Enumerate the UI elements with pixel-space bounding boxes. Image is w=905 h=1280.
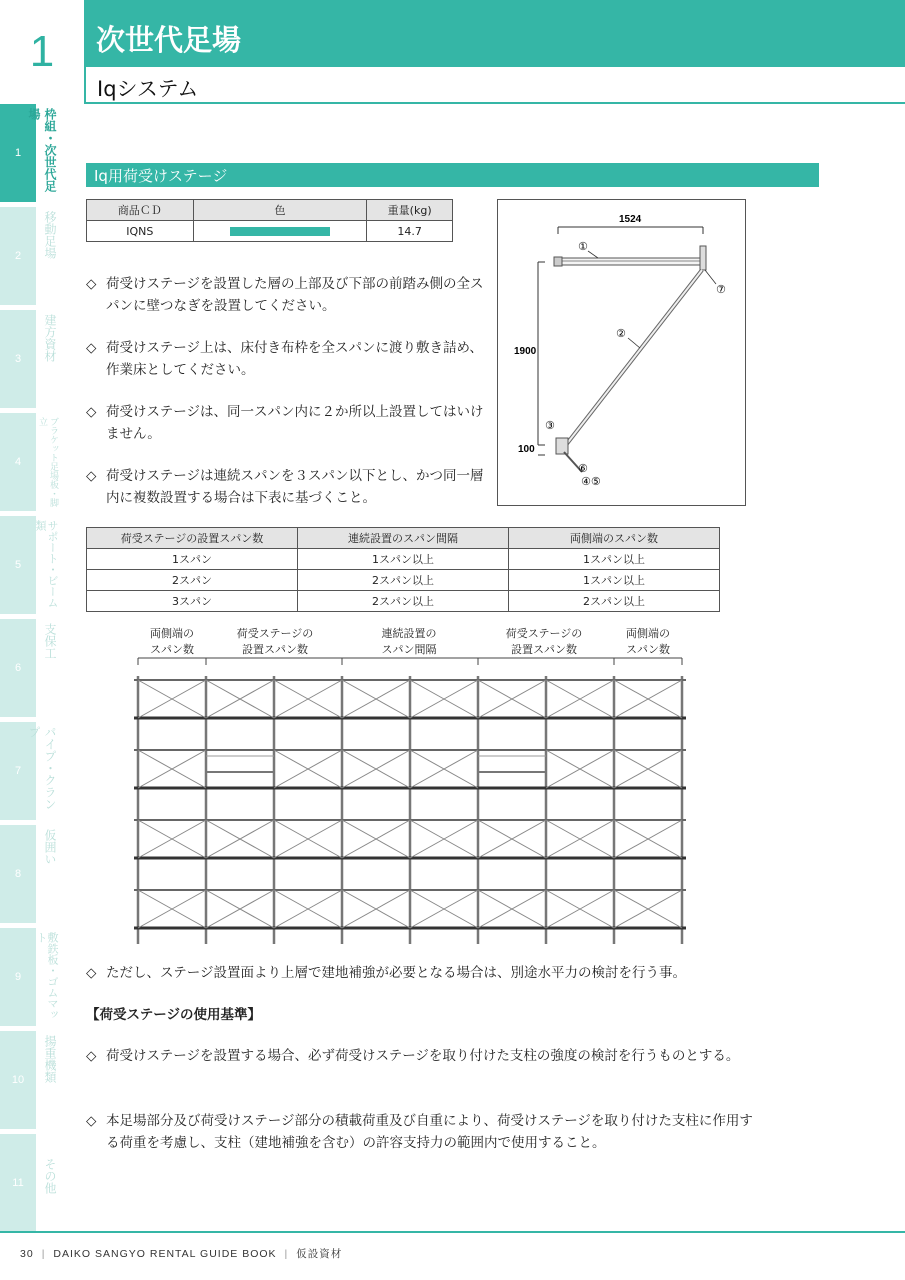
tab-number: 6 — [0, 619, 36, 717]
note-item — [86, 1045, 756, 1067]
diamond-bullet: ◇ — [86, 965, 97, 981]
book-title: DAIKO SANGYO RENTAL GUIDE BOOK — [53, 1248, 277, 1260]
part-label-1: ① — [578, 240, 588, 253]
span-cell: 1スパン — [87, 549, 298, 570]
tab-5[interactable] — [0, 516, 64, 614]
tab-label: 支保工 — [43, 623, 57, 659]
tab-label: 移動足場 — [43, 211, 57, 259]
tab-number: 1 — [0, 104, 36, 202]
spec-header-code: 商品ＣＤ — [87, 200, 194, 221]
tab-10[interactable] — [0, 1031, 64, 1129]
section-title-bar — [86, 163, 819, 187]
tab-number: 2 — [0, 207, 36, 305]
tab-1[interactable] — [0, 104, 64, 202]
tab-8[interactable] — [0, 825, 64, 923]
span-header: 荷受ステージの設置スパン数 — [87, 528, 298, 549]
tab-label: パイプ・クランプ — [27, 726, 57, 810]
note-item — [86, 401, 486, 445]
span-header: 両側端のスパン数 — [509, 528, 720, 549]
elevation-label: 荷受ステージの 設置スパン数 — [505, 627, 583, 656]
elevation-label: 連続設置の スパン間隔 — [381, 627, 437, 656]
note-item — [86, 273, 486, 317]
tab-label: 建方資材 — [43, 314, 57, 362]
spec-weight: 14.7 — [367, 221, 453, 242]
footer: 30 | DAIKO SANGYO RENTAL GUIDE BOOK | 仮設資材 — [20, 1248, 343, 1260]
title-bar — [86, 0, 905, 67]
spec-color-cell — [193, 221, 367, 242]
usage-heading: 【荷受ステージの使用基準】 — [86, 1007, 261, 1023]
stage-drawing — [498, 200, 745, 505]
tab-number: 8 — [0, 825, 36, 923]
note-text: 荷受けステージを設置した層の上部及び下部の前踏み側の全スパンに壁つなぎを設置してください。 — [106, 276, 484, 314]
diamond-bullet: ◇ — [86, 276, 97, 292]
page-subtitle: Iqシステム — [97, 77, 199, 101]
span-cell: 2スパン以上 — [298, 570, 509, 591]
chapter-number: 1 — [29, 27, 55, 76]
diamond-bullet: ◇ — [86, 1048, 97, 1064]
color-swatch — [230, 227, 330, 236]
diamond-bullet: ◇ — [86, 404, 97, 420]
chapter-tabs — [0, 104, 64, 1232]
tab-number: 11 — [0, 1134, 36, 1232]
note-item — [86, 962, 756, 984]
tab-number: 7 — [0, 722, 36, 820]
diamond-bullet: ◇ — [86, 1113, 97, 1129]
note-text: 本足場部分及び荷受けステージ部分の積載荷重及び自重により、荷受けステージを取り付けた支柱に作用する荷重を考慮し、支柱（建地補強を含む）の許容支持力の範囲内で使用すること。 — [106, 1113, 753, 1151]
footer-category: 仮設資材 — [296, 1248, 343, 1260]
tab-11[interactable] — [0, 1134, 64, 1232]
tab-7[interactable] — [0, 722, 64, 820]
part-label-6: ⑥ — [578, 462, 588, 475]
tab-label: ブラケット足場板・脚立 — [37, 417, 58, 507]
footer-rule — [0, 1231, 905, 1233]
note-text: 荷受けステージは、同一スパン内に２か所以上設置してはいけません。 — [106, 404, 484, 442]
spec-code: IQNS — [87, 221, 194, 242]
span-cell: 1スパン以上 — [509, 570, 720, 591]
part-label-45: ④⑤ — [581, 475, 601, 488]
tab-number: 3 — [0, 310, 36, 408]
tab-label: その他 — [43, 1158, 57, 1194]
tab-label: 枠組・次世代足場 — [27, 108, 57, 192]
tab-3[interactable] — [0, 310, 64, 408]
note-item — [86, 465, 486, 509]
tab-label: サポート・ビーム類 — [34, 520, 59, 608]
part-label-3: ③ — [545, 419, 555, 432]
span-cell: 2スパン — [87, 570, 298, 591]
tab-2[interactable] — [0, 207, 64, 305]
tab-label: 揚重機類 — [43, 1035, 57, 1083]
spec-header-weight: 重量(kg) — [367, 200, 453, 221]
tab-number: 4 — [0, 413, 36, 511]
note-item — [86, 1110, 756, 1154]
page-number: 30 — [20, 1248, 34, 1260]
note-text: 荷受けステージは連続スパンを３スパン以下とし、かつ同一層内に複数設置する場合は下表に基づくこと。 — [106, 468, 484, 506]
diamond-bullet: ◇ — [86, 468, 97, 484]
subtitle-bar — [86, 67, 905, 104]
diamond-bullet: ◇ — [86, 340, 97, 356]
span-cell: 3スパン — [87, 591, 298, 612]
span-table — [86, 527, 720, 612]
elevation-label: 両側端の スパン数 — [150, 627, 194, 656]
spec-table — [86, 199, 453, 242]
tab-number: 10 — [0, 1031, 36, 1129]
height-dimension: 1900 — [514, 346, 537, 357]
note-text: ただし、ステージ設置面より上層で建地補強が必要となる場合は、別途水平力の検討を行う事。 — [106, 965, 686, 981]
base-dimension: 100 — [518, 444, 535, 455]
scaffold-elevation — [130, 652, 690, 952]
tab-label: 仮囲い — [43, 829, 57, 865]
table-row — [87, 591, 720, 612]
table-row — [87, 570, 720, 591]
span-header: 連続設置のスパン間隔 — [298, 528, 509, 549]
tab-9[interactable] — [0, 928, 64, 1026]
tab-label: 敷鉄板・ゴムマット — [35, 932, 59, 1020]
note-text: 荷受けステージを設置する場合、必ず荷受けステージを取り付けた支柱の強度の検討を行うものとする。 — [106, 1048, 740, 1064]
elevation-label: 荷受ステージの 設置スパン数 — [236, 627, 314, 656]
stage-diagram — [497, 199, 746, 506]
part-label-2: ② — [616, 327, 626, 340]
elevation-label: 両側端の スパン数 — [626, 627, 670, 656]
span-cell: 2スパン以上 — [298, 591, 509, 612]
tab-number: 9 — [0, 928, 36, 1026]
part-label-7: ⑦ — [716, 283, 726, 296]
page-title: 次世代足場 — [96, 23, 242, 57]
table-row — [87, 549, 720, 570]
tab-4[interactable] — [0, 413, 64, 511]
span-cell: 1スパン以上 — [298, 549, 509, 570]
span-cell: 1スパン以上 — [509, 549, 720, 570]
tab-6[interactable] — [0, 619, 64, 717]
section-title: Iq用荷受けステージ — [94, 167, 228, 185]
spec-header-color: 色 — [193, 200, 367, 221]
note-text: 荷受けステージ上は、床付き布枠を全スパンに渡り敷き詰め、作業床としてください。 — [106, 340, 483, 378]
note-item — [86, 337, 486, 381]
tab-number: 5 — [0, 516, 36, 614]
span-cell: 2スパン以上 — [509, 591, 720, 612]
width-dimension: 1524 — [619, 214, 642, 225]
